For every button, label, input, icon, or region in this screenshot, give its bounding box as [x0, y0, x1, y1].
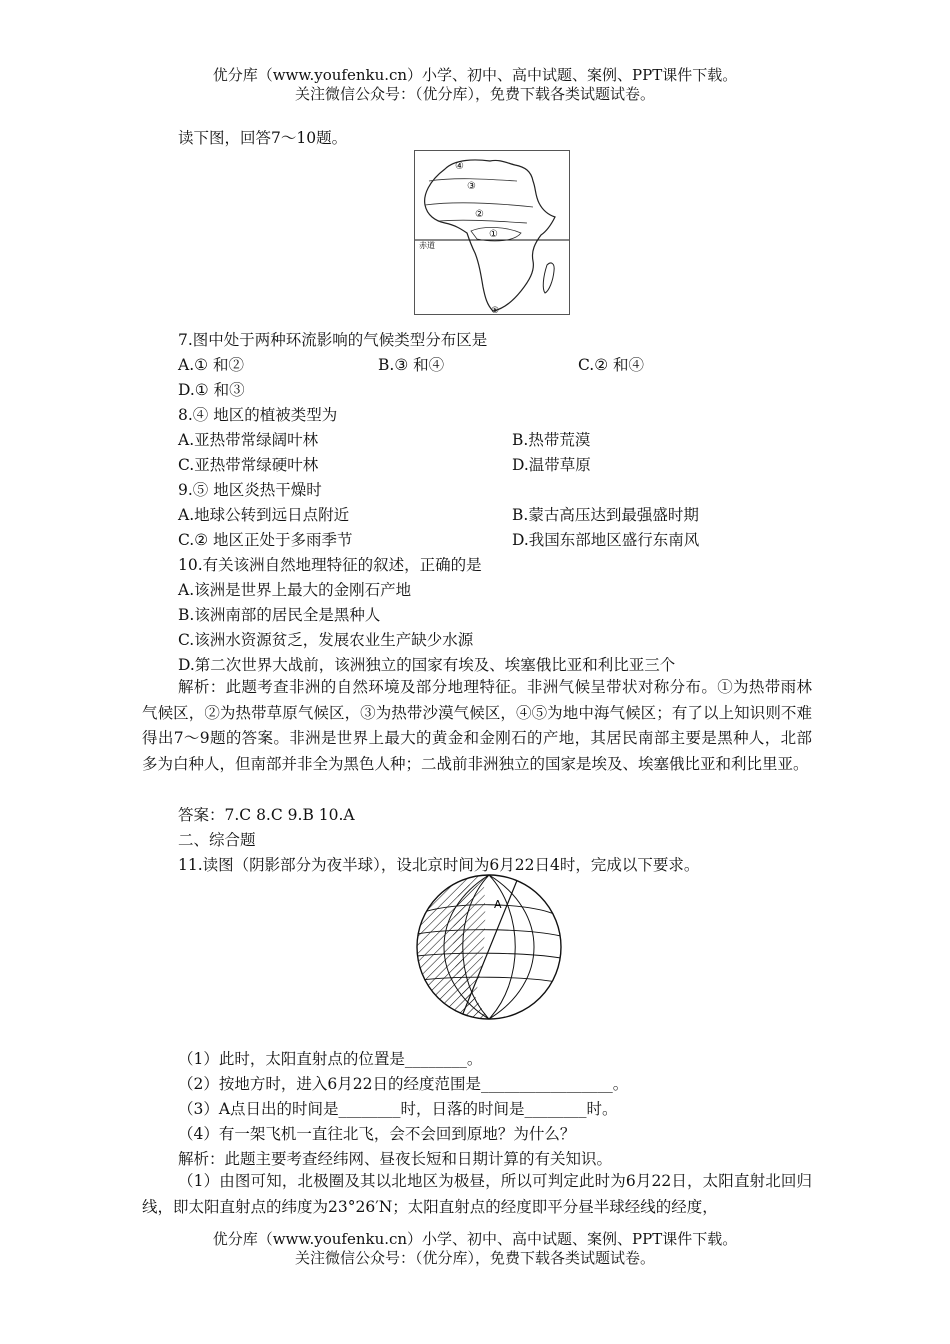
equator-label: 赤道	[419, 241, 435, 250]
q11-part-2: （2）按地方时，进入6月22日的经度范围是_________________。	[178, 1075, 629, 1093]
q9-option-a: A.地球公转到远日点附近	[178, 506, 350, 524]
q8-option-d: D.温带草原	[512, 456, 591, 474]
q9-option-d: D.我国东部地区盛行东南风	[512, 531, 700, 549]
map-label-3: ③	[467, 181, 476, 192]
intro-text: 读下图，回答7～10题。	[178, 129, 348, 147]
point-a-label: A	[494, 898, 502, 911]
q10-option-a: A.该洲是世界上最大的金刚石产地	[178, 581, 412, 599]
madagascar-outline	[543, 263, 554, 293]
q9-option-b: B.蒙古高压达到最强盛时期	[512, 506, 699, 524]
q11-part-1: （1）此时，太阳直射点的位置是________。	[178, 1050, 483, 1068]
analysis-paragraph-1: 解析：此题考查非洲的自然环境及部分地理特征。非洲气候呈带状对称分布。①为热带雨林气候区，②为热带草原气候区，③为热带沙漠气候区，④⑤为地中海气候区；有了以上知识则不难得出7～9题的答案。非洲是世界上最大的黄金和金刚石的产地，其居民南部主要是黑种人，北部多为白种人，但南部并非全为黑色人种；二战前非洲独立的国家是埃及、埃塞俄比亚和利比里亚。	[142, 678, 812, 773]
meridian-3	[489, 875, 534, 1019]
q8-stem: 8.④ 地区的植被类型为	[178, 406, 338, 424]
q7-stem: 7.图中处于两种环流影响的气候类型分布区是	[178, 331, 488, 349]
header-line-1: 优分库（www.youfenku.cn）小学、初中、高中试题、案例、PPT课件下载。	[212, 66, 738, 84]
q10-stem: 10.有关该洲自然地理特征的叙述，正确的是	[178, 556, 482, 574]
section-2-heading: 二、综合题	[178, 831, 256, 849]
answer-line: 答案：7.C 8.C 9.B 10.A	[178, 806, 355, 824]
page-footer	[0, 1230, 950, 1268]
q7-option-d: D.① 和③	[178, 381, 245, 399]
map-label-5: ⑤	[491, 306, 500, 314]
africa-map-figure	[414, 150, 570, 315]
q10-option-c: C.该洲水资源贫乏，发展农业生产缺少水源	[178, 631, 474, 649]
q7-option-c: C.② 和④	[578, 356, 645, 374]
q9-option-c: C.② 地区正处于多雨季节	[178, 531, 353, 549]
globe-figure	[414, 872, 564, 1022]
q8-option-a: A.亚热带常绿阔叶林	[178, 431, 319, 449]
q8-option-c: C.亚热带常绿硬叶林	[178, 456, 319, 474]
q7-option-a: A.① 和②	[178, 356, 244, 374]
q11-analysis-part-1: （1）由图可知，北极圈及其以北地区为极昼，所以可判定此时为6月22日，太阳直射北回归线，即太阳直射点的纬度为23°26′N；太阳直射点的经度即平分昼半球经线的经度，	[142, 1172, 812, 1216]
map-label-2: ②	[475, 209, 484, 220]
q11-analysis-intro: 解析：此题主要考查经纬网、昼夜长短和日期计算的有关知识。	[178, 1150, 613, 1168]
q11-stem: 11.读图（阴影部分为夜半球），设北京时间为6月22日4时，完成以下要求。	[178, 856, 700, 874]
page-header	[0, 66, 950, 104]
q8-option-b: B.热带荒漠	[512, 431, 591, 449]
globe-diagram	[414, 872, 564, 1022]
q7-option-b: B.③ 和④	[378, 356, 445, 374]
zone-boundary-mid	[425, 203, 533, 207]
africa-map	[415, 151, 569, 314]
meridian-2	[489, 875, 515, 1019]
q10-option-d: D.第二次世界大战前，该洲独立的国家有埃及、埃塞俄比亚和利比亚三个	[178, 656, 676, 674]
q9-stem: 9.⑤ 地区炎热干燥时	[178, 481, 322, 499]
map-label-1: ①	[489, 229, 498, 240]
q10-option-b: B.该洲南部的居民全是黑种人	[178, 606, 381, 624]
map-label-4: ④	[455, 161, 464, 172]
footer-line-1: 优分库（www.youfenku.cn）小学、初中、高中试题、案例、PPT课件下载。	[212, 1230, 738, 1248]
zone-boundary-south	[439, 220, 527, 223]
q11-part-4: （4）有一架飞机一直往北飞，会不会回到原地？为什么？	[178, 1125, 576, 1143]
q11-part-3: （3）A点日出的时间是________时，日落的时间是________时。	[178, 1100, 618, 1118]
header-line-2: 关注微信公众号：（优分库），免费下载各类试题试卷。	[294, 85, 655, 103]
footer-line-2: 关注微信公众号：（优分库），免费下载各类试题试卷。	[294, 1249, 655, 1267]
